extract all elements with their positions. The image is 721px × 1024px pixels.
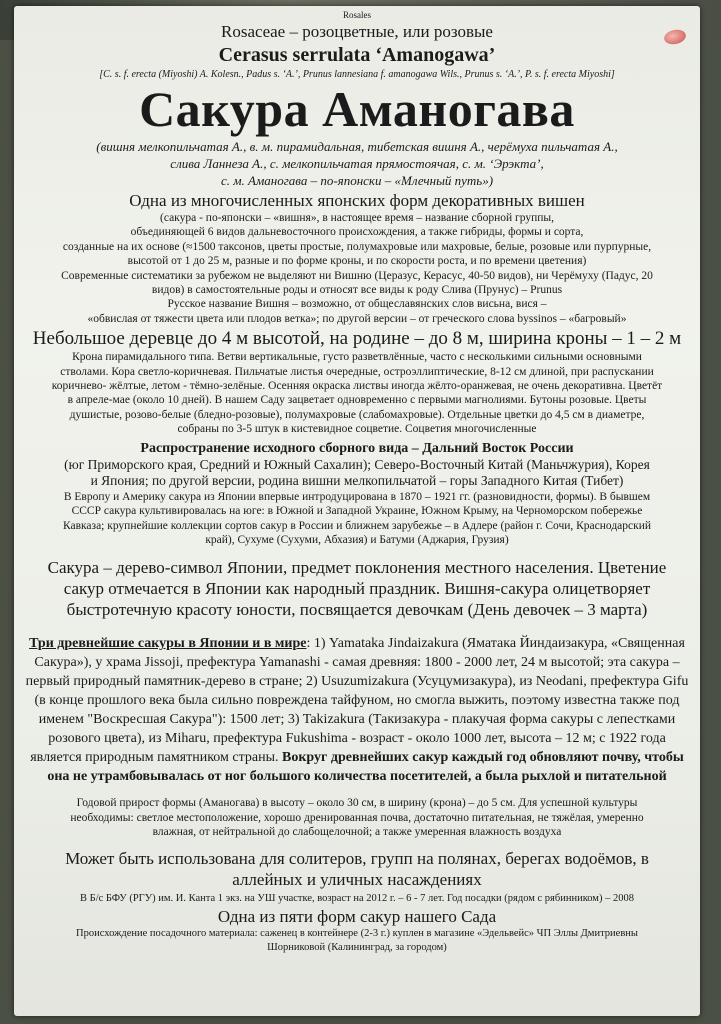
description-line: коричнево- жёлтые, летом - тёмно-зелёные. Осенняя окраска листвы иногда жёлто-оранжевая, не очень декоративна. Цветёт <box>51 380 663 393</box>
info-sheet <box>14 6 700 1016</box>
ru-synonym-line: (вишня мелкопильчатая А., в. м. пирамидальная, тибетская вишня А., черёмуха пильчатая А., <box>96 139 618 154</box>
oldest-soil-note: Вокруг древнейших сакур каждый год обновляют почву, чтобы она не утрамбовывалась от ног большого количества посетителей, а была рыхлой и питательной <box>47 750 684 785</box>
garden-heading: Одна из пяти форм сакур нашего Сада <box>217 907 497 927</box>
symbol-line: Сакура – дерево-символ Японии, предмет поклонения местного населения. Цветение <box>47 558 667 578</box>
intro-line: созданные на их основе (≈1500 таксонов, цветы простые, полумахровые или махровые, белые, розовые или пурпурные, <box>62 240 652 253</box>
growth-line: Годовой прирост формы (Аманогава) в высоту – около 30 см, в ширину (крона) – до 5 см. Для успешной культуры <box>76 797 638 810</box>
intro-line: «обвислая от тяжести цвета или плодов ветка»; по другой версии – от греческого слова byssinos – «багровый» <box>87 312 627 325</box>
description-heading: Небольшое деревце до 4 м высотой, на родине – до 8 м, ширина кроны – 1 – 2 м <box>32 328 682 350</box>
distribution-line: (юг Приморского края, Средний и Южный Сахалин); Северо-Восточный Китай (Маньчжурия), Корея <box>64 456 650 472</box>
growth-line: необходимы: светлое местоположение, хорошо дренированная почва, достаточно питательная, не тяжёлая, умеренно <box>70 811 644 824</box>
distribution-detail: Кавказа; крупнейшие коллекции сортов сакур в России и ближнем зарубежье – в Адлере (район г. Сочи, Краснодарский <box>62 519 652 532</box>
description-text <box>14 350 700 436</box>
intro-line: (сакура - по-японски – «вишня», в настоящее время – название сборной группы, <box>160 212 554 224</box>
intro-line: Русское название Вишня – возможно, от общеславянских слов висьна, вися – <box>167 298 547 311</box>
usage-text <box>14 848 700 890</box>
usage-line: Может быть использована для солитеров, групп на полянах, берегах водоёмов, в <box>65 848 649 868</box>
distribution-detail: В Европу и Америку сакура из Японии впервые интродуцирована в 1870 – 1921 гг. (разновидности, формы). В бывшем <box>63 490 651 503</box>
description-line: стволами. Кора светло-коричневая. Пильчатые листья очередные, остроэллиптические, 8-12 см длиной, при распускании <box>60 365 654 378</box>
intro-line: объединяющей 6 видов дальневосточного происхождения, а также гибриды, формы и сорта, <box>130 226 584 239</box>
order-name: Rosales <box>343 10 371 20</box>
distribution-main <box>14 457 700 490</box>
oldest-heading: Три древнейшие сакуры в Японии и в мире <box>29 636 307 652</box>
intro-line: видов) в самостоятельные роды и относят все виды к роду Слива (Прунус) – Prunus <box>151 284 563 297</box>
origin-text <box>14 927 700 954</box>
description-line: Крона пирамидального типа. Ветви вертикальные, густо разветвлённые, часто с несколькими сильными основными <box>72 351 642 364</box>
garden-info: В Б/с БФУ (РГУ) им. И. Канта 1 экз. на УШ участке, возраст на 2012 г. – 6 - 7 лет. Год посадки (рядом с рябинником) – 2008 <box>80 892 634 904</box>
description-line: собраны по 3-5 штук в кистевидное соцветие. Соцветия многочисленные <box>177 423 537 436</box>
distribution-heading: Распространение исходного сборного вида – Дальний Восток России <box>140 440 574 456</box>
russian-synonyms <box>14 138 700 189</box>
page-title: Сакура Аманогава <box>139 81 575 137</box>
latin-synonyms: [C. s. f. erecta (Miyoshi) A. Kolesn., Padus s. ‘A.’, Prunus lannesiana f. amanogawa Wils., Prunus s. ‘A.’, P. s. f. erecta Miyoshi] <box>99 69 615 80</box>
growth-line: влажная, от нейтральной до слабощелочной; а также умеренная влажность воздуха <box>152 826 562 839</box>
origin-line: Шорниковой (Калининград, за городом) <box>267 941 447 953</box>
symbol-text <box>14 557 700 620</box>
description-line: душистые, розово-белые (бледно-розовые), полумахровые (слабомахровые). Отдельные цветки до 4,5 см в диаметре, <box>69 408 645 421</box>
family-name: Rosaceae – розоцветные, или розовые <box>221 22 493 41</box>
symbol-line: быстротечную красоту юности, посвящается девочкам (День девочек – 3 марта) <box>66 600 648 620</box>
intro-line: Современные систематики за рубежом не выделяют ни Вишню (Церазус, Керасус, 40-50 видов), ни Черёмуху (Падус, 20 <box>61 269 653 282</box>
ru-synonym-line: с. м. Аманогава – по-японски – «Млечный путь») <box>220 173 494 188</box>
symbol-line: сакур отмечается в Японии как народный праздник. Вишня-сакура олицетворяет <box>63 579 651 599</box>
intro-heading: Одна из многочисленных японских форм декоративных вишен <box>129 191 585 210</box>
intro-line: высотой от 1 до 25 м, разные и по форме кроны, и по скорости роста, и по времени цветения) <box>127 255 587 268</box>
oldest-text: : 1) Yamataka Jindaizakura (Яматака Йиндаизакура, «Священная Сакура»), у храма Jissoji, префектура Yamanashi - самая древняя: 1800 - 2000 лет, 24 м высотой; эта сакура – первый природный памятник-дерево в стране; 2) Usuzumizakura (Усуцумизакура), из Neodani, префектура Gifu (в конце прошлого века была сильно повреждена тайфуном, но смогла выжить, поэтому известна также под именем "Воскресшая Сакура"): 1500 лет; 3) Takizakura (Такизакура - плакучая форма сакуры с лепестками розового цвета), из Miharu, префектура Fukushima - возраст - около 1000 лет, высота – 12 м; с 1922 года является природным памятником страны. <box>25 636 689 766</box>
origin-line: Происхождение посадочного материала: саженец в контейнере (2-3 г.) куплен в магазине «Эдельвейс» ЧП Эллы Дмитриевны <box>76 928 638 940</box>
distribution-text <box>14 490 700 548</box>
ru-synonym-line: слива Ланнеза А., с. мелкопильчатая прямостоячая, с. м. ‘Эрэкта’, <box>170 156 544 171</box>
latin-name: Cerasus serrulata ‘Amanogawa’ <box>218 44 496 66</box>
distribution-detail: СССР сакура культивировалась на юге: в Южной и Западной Украине, Южном Крыму, на Черноморском побережье <box>71 505 643 518</box>
oldest-sakura-paragraph <box>22 634 692 786</box>
growth-text <box>14 796 700 839</box>
intro-text <box>14 211 700 326</box>
distribution-detail: край), Сухуме (Сухуми, Абхазия) и Батуми (Аджария, Грузия) <box>205 533 509 546</box>
distribution-line: и Япония; по другой версии, родина вишни мелкопильчатой – горы Западного Китая (Тибет) <box>90 473 624 489</box>
usage-line: аллейных и уличных насаждениях <box>232 869 482 889</box>
description-line: в апреле-мае (около 10 дней). В нашем Саду зацветает одновременно с первыми магнолиями. Бутоны розовые. Цветы <box>67 394 647 407</box>
